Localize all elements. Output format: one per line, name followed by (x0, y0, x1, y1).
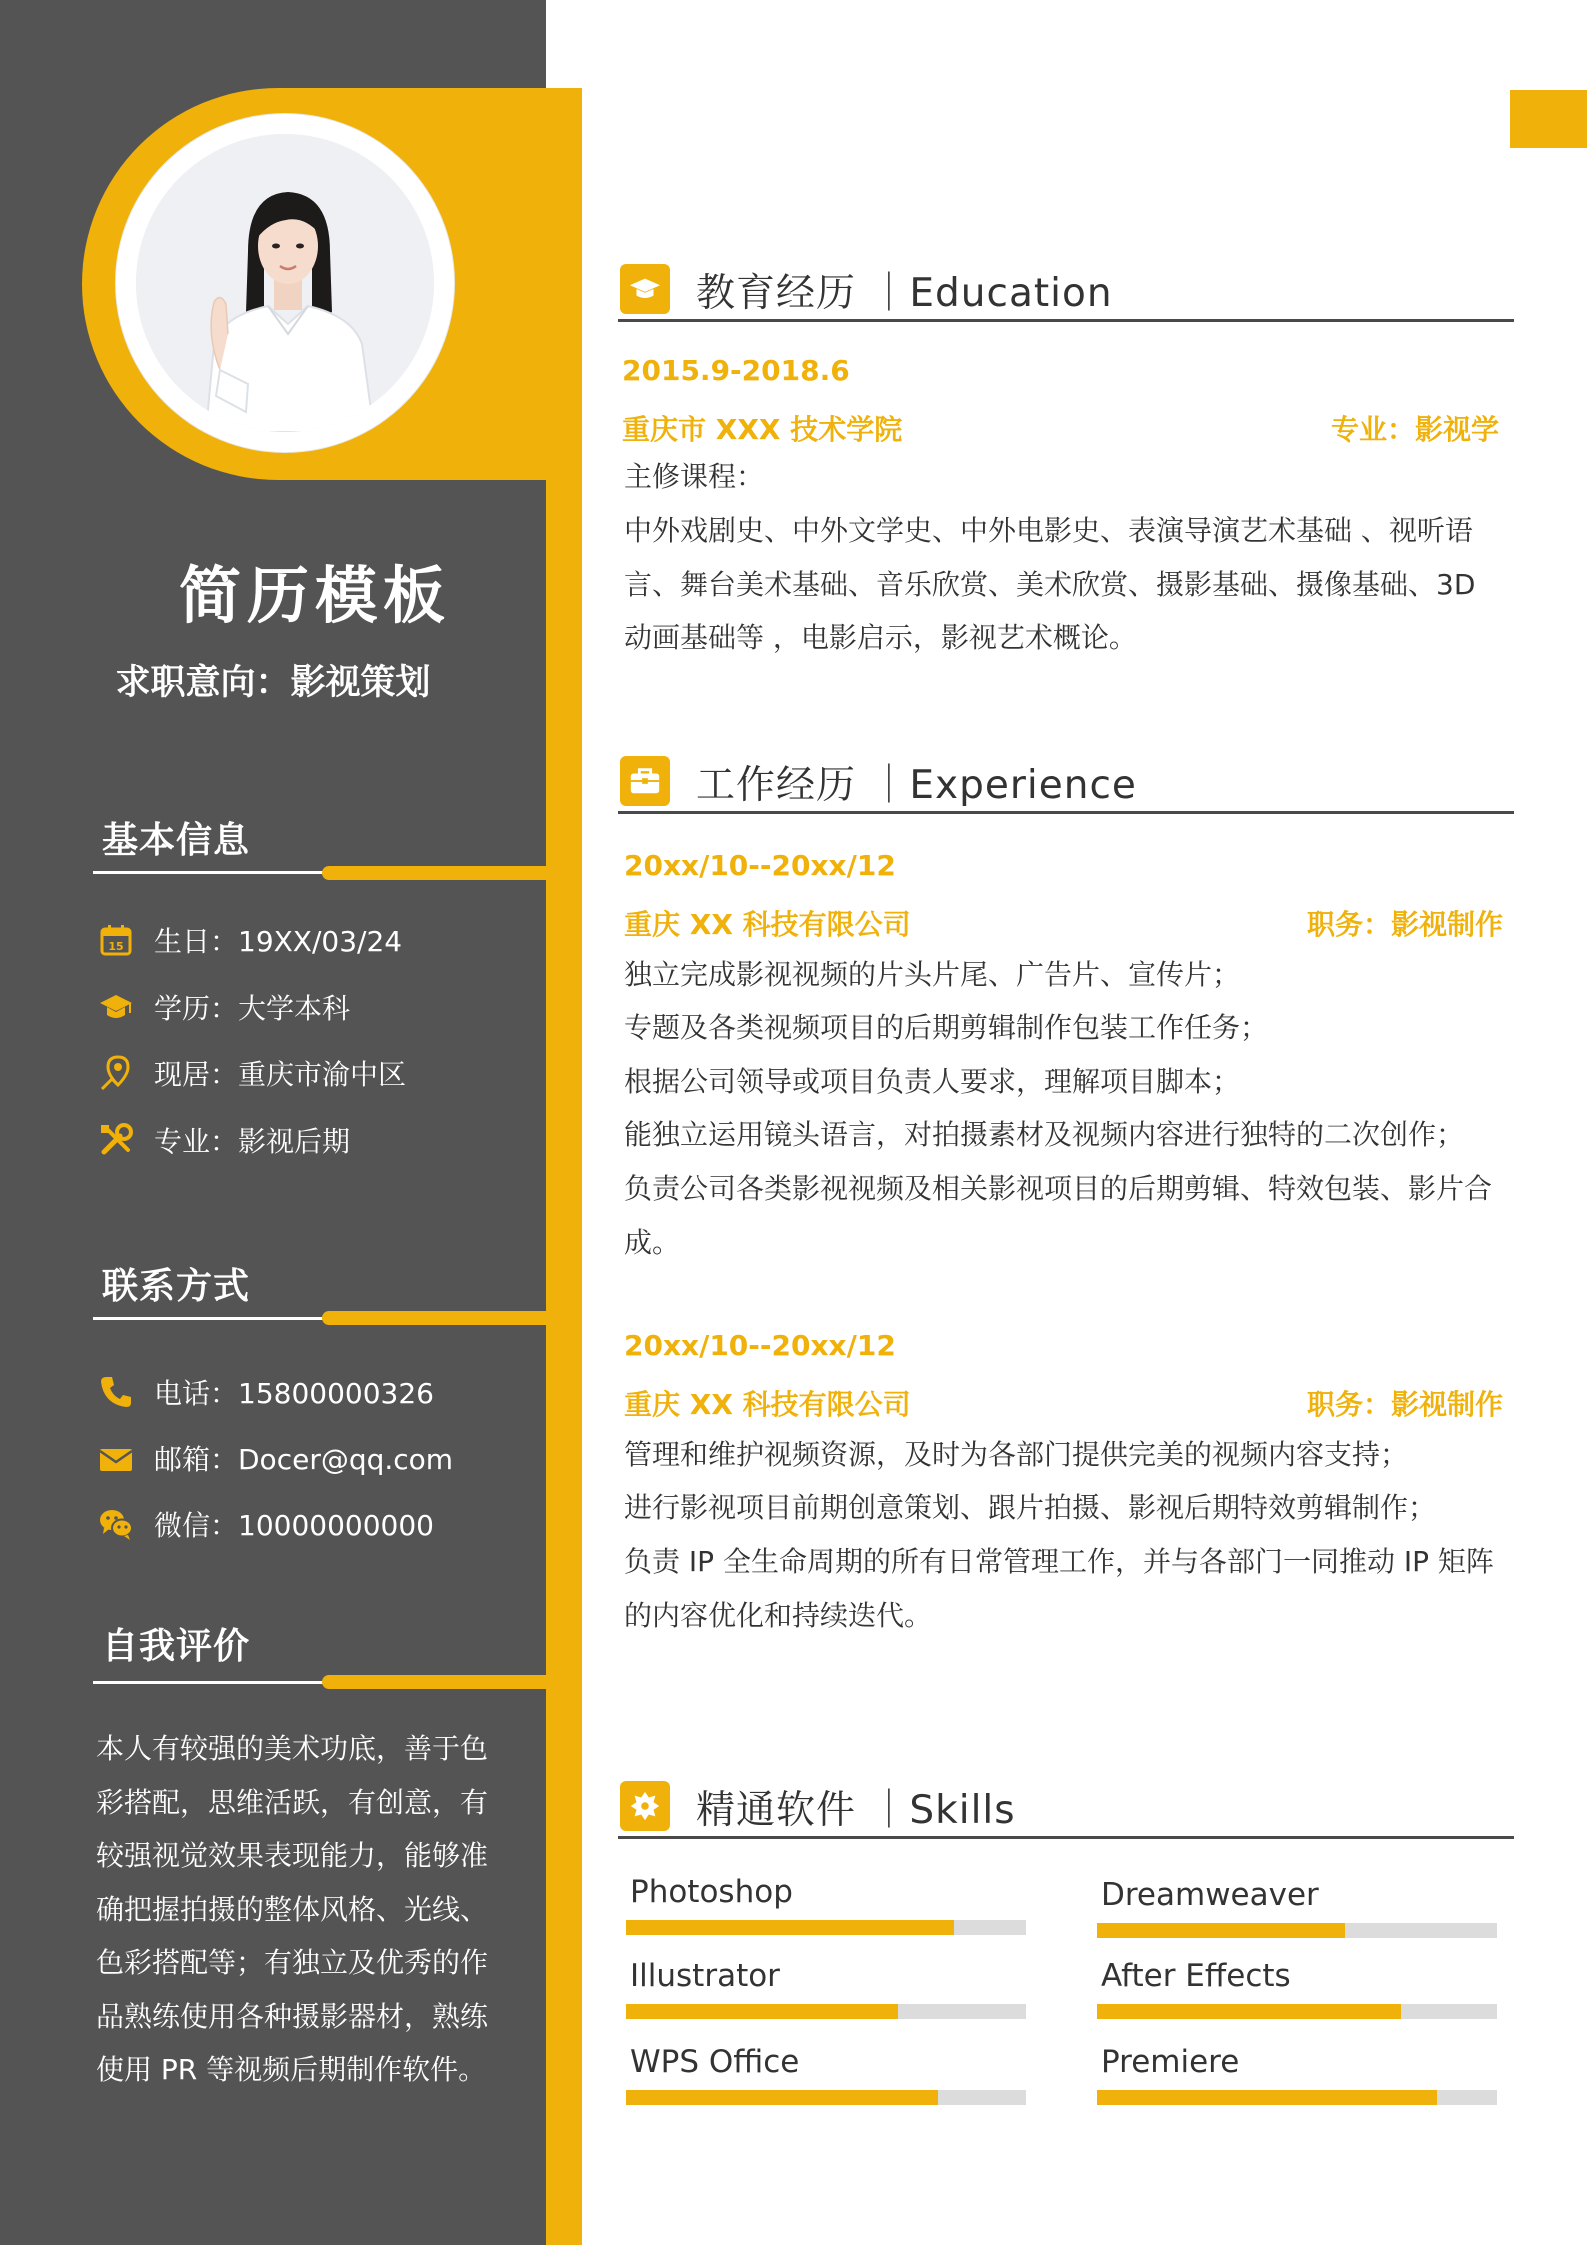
skills-header (618, 1775, 1514, 1839)
skill-bar-fill (1097, 1923, 1345, 1938)
skill-name: WPS Office (630, 2044, 800, 2080)
skill-bar (626, 2090, 1026, 2105)
avatar (136, 134, 434, 432)
basic-info-heading: 基本信息 (102, 820, 251, 861)
info-text: 专业：影视后期 (154, 1125, 351, 1158)
contact-phone (96, 1372, 434, 1412)
skill-name: After Effects (1101, 1958, 1291, 1994)
section-title: 教育经历 ｜Education (696, 271, 1113, 316)
location-pin-icon (96, 1053, 136, 1093)
job-period: 20xx/10--20xx/12 (624, 849, 896, 882)
skill-bar-fill (1097, 2090, 1437, 2105)
education-period: 2015.9-2018.6 (622, 354, 850, 387)
education-header (618, 258, 1514, 322)
skill-bar (1097, 2090, 1497, 2105)
contact-text: 电话：15800000326 (154, 1377, 434, 1410)
job-intent: 求职意向：影视策划 (115, 663, 431, 703)
job-duty: 管理和维护视频资源，及时为各部门提供完美的视频内容支持； (624, 1438, 1409, 1471)
contact-text: 微信：10000000000 (154, 1509, 434, 1542)
wechat-icon (96, 1504, 136, 1544)
graduation-cap-icon (96, 987, 136, 1027)
job-duty: 专题及各类视频项目的后期剪辑制作包装工作任务； (624, 1011, 1269, 1044)
job-duty: 负责公司各类影视视频及相关影视项目的后期剪辑、特效包装、影片合成。 (624, 1172, 1493, 1259)
section-rule (618, 811, 1514, 814)
heading-accent-bar (322, 866, 546, 880)
info-text: 生日：19XX/03/24 (154, 925, 403, 958)
courses-label: 主修课程： (624, 460, 765, 493)
resume-title: 简历模板 (178, 559, 451, 632)
skill-bar (626, 2004, 1026, 2019)
graduation-cap-icon (620, 264, 670, 314)
skill-bar-fill (626, 2090, 938, 2105)
skill-bar-fill (626, 1920, 954, 1935)
info-birthday (96, 920, 402, 960)
job-period: 20xx/10--20xx/12 (624, 1329, 896, 1362)
skill-name: Photoshop (630, 1874, 793, 1910)
heading-accent-bar (322, 1311, 546, 1325)
skill-bar-fill (1097, 2004, 1401, 2019)
info-text: 学历：大学本科 (154, 992, 351, 1025)
self-eval-heading: 自我评价 (102, 1626, 251, 1667)
tools-icon (96, 1120, 136, 1160)
job-duty: 根据公司领导或项目负责人要求，理解项目脚本； (624, 1065, 1241, 1098)
courses-text: 中外戏剧史、中外文学史、中外电影史、表演导演艺术基础 、视听语言、舞台美术基础、音乐欣赏、美术欣赏、摄影基础、摄像基础、3D 动画基础等 ，电影启示，影视艺术概论。 (624, 514, 1476, 654)
job-duty: 进行影视项目前期创意策划、跟片拍摄、影视后期特效剪辑制作； (624, 1491, 1437, 1524)
heading-underline (93, 1681, 329, 1684)
envelope-icon (96, 1438, 136, 1478)
section-title: 工作经历 ｜Experience (696, 763, 1137, 808)
puzzle-icon (620, 1781, 670, 1831)
experience-header (618, 750, 1514, 814)
section-rule (618, 319, 1514, 322)
skill-bar (626, 1920, 1026, 1935)
section-rule (618, 1836, 1514, 1839)
info-text: 现居：重庆市渝中区 (154, 1058, 407, 1091)
calendar-icon (96, 920, 136, 960)
self-eval-text: 本人有较强的美术功底，善于色彩搭配，思维活跃，有创意，有较强视觉效果表现能力，能够准确把握拍摄的整体风格、光线、色彩搭配等；有独立及优秀的作品熟练使用各种摄影器材，熟练使用 PR 等视频后期制作软件。 (96, 1732, 489, 2086)
contact-wechat (96, 1504, 434, 1544)
info-education (96, 987, 350, 1027)
heading-underline (93, 1317, 329, 1320)
job-duty: 能独立运用镜头语言，对拍摄素材及视频内容进行独特的二次创作； (624, 1118, 1465, 1151)
education-school: 重庆市 XXX 技术学院 (622, 413, 903, 446)
phone-icon (96, 1372, 136, 1412)
contact-heading: 联系方式 (102, 1266, 251, 1307)
svg-text:15: 15 (108, 940, 124, 953)
info-residence (96, 1053, 406, 1093)
job-duty: 负责 IP 全生命周期的所有日常管理工作，并与各部门一同推动 IP 矩阵的内容优化和持续迭代。 (624, 1545, 1494, 1632)
job-company: 重庆 XX 科技有限公司 (624, 908, 911, 941)
skill-bar (1097, 2004, 1497, 2019)
heading-underline (93, 871, 329, 874)
education-major: 专业：影视学 (1330, 413, 1499, 446)
skill-bar-fill (626, 2004, 898, 2019)
heading-accent-bar (322, 1675, 546, 1689)
skill-name: Dreamweaver (1101, 1877, 1319, 1913)
contact-text: 邮箱：Docer@qq.com (154, 1443, 454, 1476)
skill-bar (1097, 1923, 1497, 1938)
job-company: 重庆 XX 科技有限公司 (624, 1388, 911, 1421)
info-major (96, 1120, 350, 1160)
job-role: 职务：影视制作 (1306, 908, 1503, 941)
contact-email (96, 1438, 453, 1478)
corner-accent-tab (1510, 90, 1587, 148)
job-role: 职务：影视制作 (1306, 1388, 1503, 1421)
section-title: 精通软件 ｜Skills (696, 1788, 1016, 1833)
briefcase-icon (620, 756, 670, 806)
skill-name: Premiere (1101, 2044, 1240, 2080)
skill-name: Illustrator (630, 1958, 780, 1994)
job-duty: 独立完成影视视频的片头片尾、广告片、宣传片； (624, 958, 1241, 991)
